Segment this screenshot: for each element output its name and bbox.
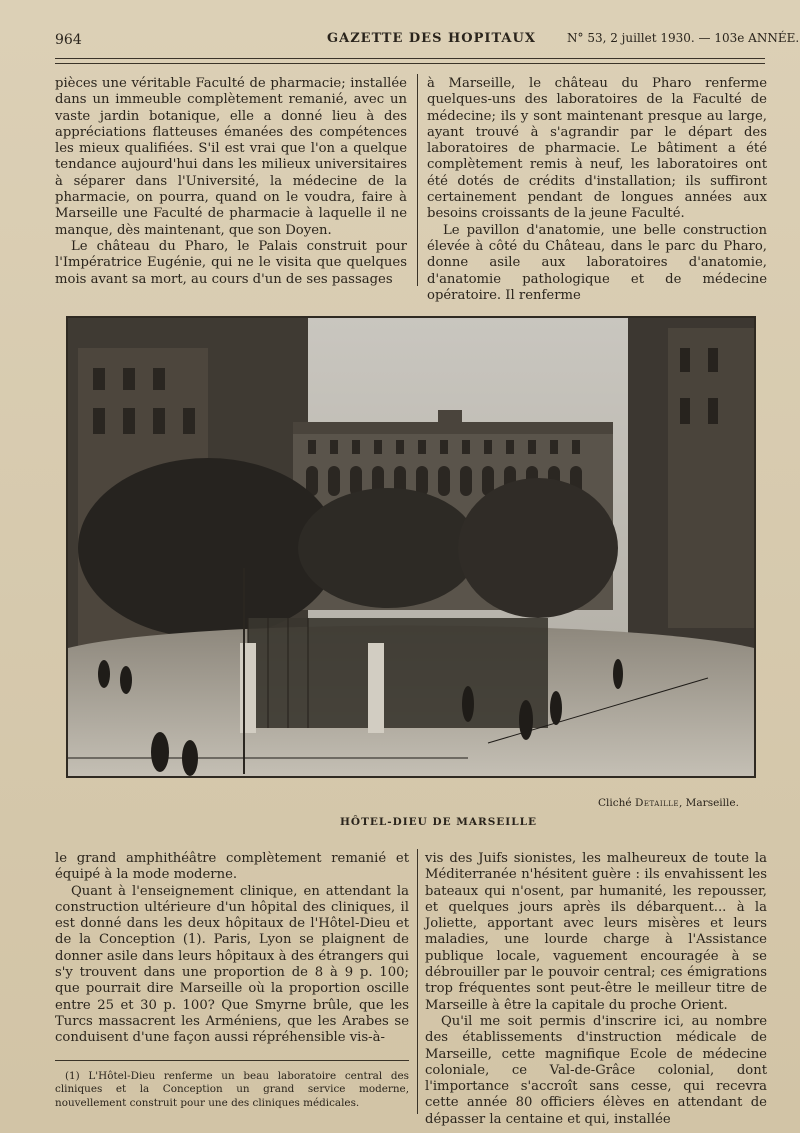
paragraph: Quant à l'enseignement clinique, en attendant la construction ultérieure d'un hôpital des cliniques, il est donné dans les deux hôpitaux de l'Hôtel-Dieu et de la Conception (1). Paris, Lyon se plaignent de donner asile dans leurs hôpitaux à des étrangers qui s'y trouvent dans une proportion de 8 à 9 p. 100; que pourrait dire Marseille où la proportion oscille entre 25 et 30 p. 100? Que Smyrne brûle, que les Turcs massacrent les Arméniens, que les Arabes se conduisent d'une façon aussi répréhensible vis-à- (55, 883, 409, 1046)
header-rule (55, 58, 765, 64)
bottom-right-column (425, 851, 767, 1128)
photo-credit (598, 797, 739, 809)
credit-place: , Marseille. (679, 797, 739, 809)
paragraph: Le pavillon d'anatomie, une belle construction élevée à côté du Château, dans le parc du Pharo, donne asile aux laboratoires d'anatomie, d'anatomie pathologique et de médecine opératoire. Il renferme (427, 222, 767, 303)
credit-prefix: Cliché (598, 797, 632, 809)
footnote-text: (1) L'Hôtel-Dieu renferme un beau laboratoire central des cliniques et la Conception un grand service moderne, nouvellement construit pour une des cliniques médicales. (55, 1070, 409, 1109)
paragraph: le grand amphithéâtre complètement remanié et équipé à la mode moderne. (55, 851, 409, 883)
credit-name: Detaille (634, 797, 679, 809)
paragraph: pièces une véritable Faculté de pharmacie; installée dans un immeuble complètement remanié, avec un vaste jardin botanique, elle a donné lieu à des appréciations flatteuses émanées des compétences les mieux qualifiées. S'il est vrai que l'on a quelque tendance aujourd'hui dans les milieux universitaires à séparer dans l'Université, la médecine de la pharmacie, on pourra, quand on le voudra, faire à Marseille une Faculté de pharmacie à laquelle il ne manque, dès maintenant, que son Doyen. (55, 76, 407, 238)
journal-title: GAZETTE DES HOPITAUX (327, 31, 536, 46)
page-number: 964 (55, 32, 82, 48)
top-left-column (55, 76, 407, 288)
paragraph: Le château du Pharo, le Palais construit pour l'Impératrice Eugénie, qui ne le visita que quelques mois avant sa mort, au cours d'un de ses passages (55, 238, 407, 287)
paragraph: vis des Juifs sionistes, les malheureux de toute la Méditerranée n'hésitent guère : ils envahissent les bateaux qui n'osent, par humanité, les repousser, et quelques jours après ils débarquent... à la Joliette, apportant avec leurs misères et leurs maladies, une lourde charge à l'Assistance publique locale, vaguement encouragée à se débrouiller par le pouvoir central; ces émigrations trop fréquentes sont peut-être le meilleur titre de Marseille à être la capitale du proche Orient. (425, 851, 767, 1013)
photo-caption: HÔTEL-DIEU DE MARSEILLE (340, 816, 537, 828)
paragraph: Qu'il me soit permis d'inscrire ici, au nombre des établissements d'instruction médicale de Marseille, cette magnifique Ecole de médecine coloniale, ce Val-de-Grâce colonial, dont l'importance s'accroît sans cesse, qui recevra cette année 80 officiers élèves en attendant de dépasser la centaine et qui, installée (425, 1013, 767, 1127)
footnote (55, 1070, 409, 1110)
issue-info: N° 53, 2 juillet 1930. — 103e ANNÉE. (567, 31, 800, 45)
column-divider (417, 849, 418, 1114)
hotel-dieu-photograph (66, 316, 756, 778)
footnote-rule (55, 1060, 409, 1061)
column-divider (417, 74, 418, 286)
photo-illustration (68, 318, 754, 776)
page-header (55, 30, 800, 52)
top-right-column (427, 76, 767, 304)
paragraph: à Marseille, le château du Pharo renferme quelques-uns des laboratoires de la Faculté de médecine; ils y sont maintenant presque au large, ayant trouvé à s'agrandir par le départ des laboratoires de pharmacie. Le bâtiment a été complètement remis à neuf, les laboratoires ont été dotés de crédits d'installation; ils suffiront certainement pendant de longues années aux besoins croissants de la jeune Faculté. (427, 76, 767, 222)
bottom-left-column (55, 851, 409, 1047)
